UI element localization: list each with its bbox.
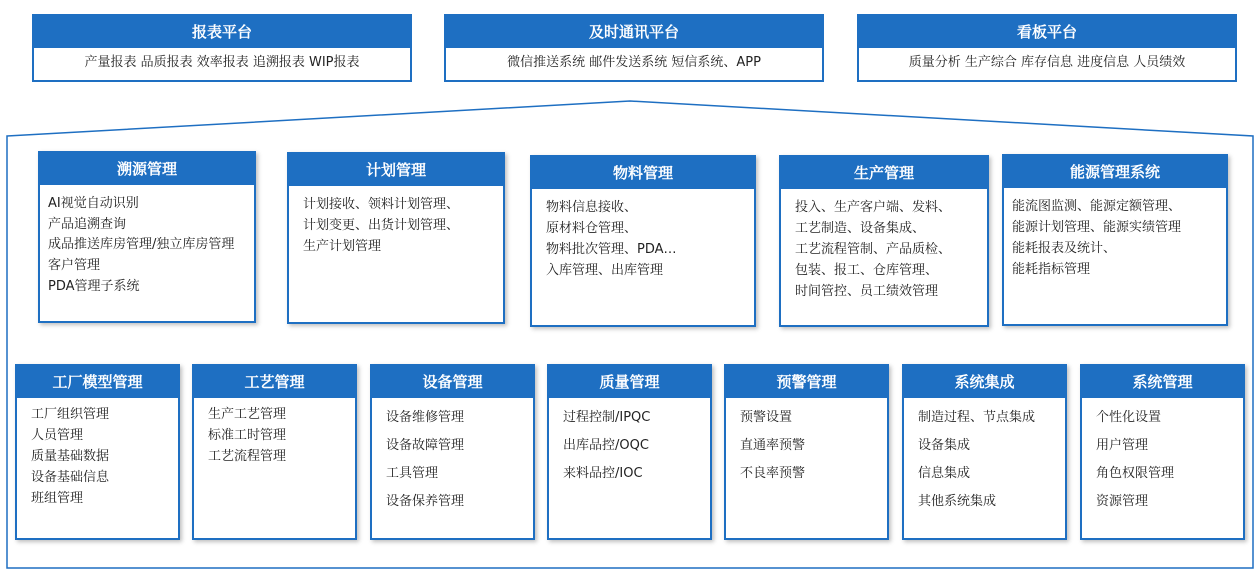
platform-dashboard (857, 14, 1237, 82)
module-item: 角色权限管理 (1096, 466, 1175, 481)
module-item: 能流图监测、能源定额管理、 (1012, 199, 1182, 214)
module-item: 用户管理 (1096, 438, 1149, 453)
module-item: 产品追溯查询 (48, 217, 127, 232)
platform-title: 报表平台 (34, 16, 410, 48)
module-materials (530, 155, 756, 327)
module-item: 工具管理 (386, 466, 439, 481)
module-title: 系统管理 (1082, 366, 1243, 398)
module-item: 成品推送库房管理/独立库房管理 (48, 237, 235, 252)
module-title: 能源管理系统 (1004, 156, 1226, 188)
module-item: 过程控制/IPQC (563, 410, 651, 425)
module-item: 计划接收、领料计划管理、 (303, 197, 460, 212)
module-title: 质量管理 (549, 366, 710, 398)
module-item: 资源管理 (1096, 494, 1149, 509)
module-title: 计划管理 (289, 154, 503, 186)
module-item: 包装、报工、仓库管理、 (795, 263, 939, 278)
platform-report (32, 14, 412, 82)
module-system-management (1080, 364, 1245, 540)
module-item: 物料批次管理、PDA… (546, 242, 677, 257)
platform-items: 微信推送系统 邮件发送系统 短信系统、APP (507, 55, 761, 70)
module-item: 能耗指标管理 (1012, 262, 1091, 277)
module-item: 生产计划管理 (303, 239, 382, 254)
module-title: 系统集成 (904, 366, 1065, 398)
module-item: 生产工艺管理 (208, 407, 287, 422)
module-process (192, 364, 357, 540)
module-item: 来料品控/IOC (563, 466, 643, 481)
platform-items: 质量分析 生产综合 库存信息 进度信息 人员绩效 (908, 55, 1186, 70)
module-factory-model (15, 364, 180, 540)
module-item: 不良率预警 (740, 466, 806, 481)
module-title: 物料管理 (532, 157, 754, 189)
module-item: 能源计划管理、能源实绩管理 (1012, 220, 1182, 235)
module-item: 计划变更、出货计划管理、 (303, 218, 460, 233)
module-item: 其他系统集成 (918, 494, 997, 509)
module-item: 信息集成 (918, 466, 971, 481)
module-item: 客户管理 (48, 258, 101, 273)
module-item: PDA管理子系统 (48, 279, 140, 294)
platform-messaging (444, 14, 824, 82)
module-item: 工厂组织管理 (31, 407, 110, 422)
module-item: 工艺流程管制、产品质检、 (795, 242, 952, 257)
module-energy (1002, 154, 1228, 326)
module-item: 投入、生产客户端、发料、 (795, 200, 952, 215)
module-alert (724, 364, 889, 540)
module-item: 直通率预警 (740, 438, 806, 453)
module-title: 工艺管理 (194, 366, 355, 398)
module-item: 出库品控/OQC (563, 438, 649, 453)
module-planning (287, 152, 505, 324)
module-title: 设备管理 (372, 366, 533, 398)
module-title: 生产管理 (781, 157, 987, 189)
module-item: 个性化设置 (1096, 410, 1162, 425)
module-system-integration (902, 364, 1067, 540)
platform-title: 及时通讯平台 (446, 16, 822, 48)
module-item: AI视觉自动识别 (48, 196, 139, 211)
module-item: 入库管理、出库管理 (546, 263, 664, 278)
module-item: 设备集成 (918, 438, 971, 453)
module-title: 预警管理 (726, 366, 887, 398)
module-item: 设备故障管理 (386, 438, 465, 453)
module-item: 班组管理 (31, 491, 84, 506)
module-item: 质量基础数据 (31, 449, 110, 464)
module-item: 工艺制造、设备集成、 (795, 221, 926, 236)
module-item: 设备维修管理 (386, 410, 465, 425)
module-item: 能耗报表及统计、 (1012, 241, 1117, 256)
module-item: 原材料仓管理、 (546, 221, 638, 236)
module-item: 工艺流程管理 (208, 449, 287, 464)
module-item: 预警设置 (740, 410, 793, 425)
module-production (779, 155, 989, 327)
platform-items: 产量报表 品质报表 效率报表 追溯报表 WIP报表 (84, 55, 360, 70)
module-item: 设备保养管理 (386, 494, 465, 509)
module-title: 工厂模型管理 (17, 366, 178, 398)
module-item: 标准工时管理 (208, 428, 287, 443)
module-quality (547, 364, 712, 540)
module-item: 制造过程、节点集成 (918, 410, 1036, 425)
module-title: 溯源管理 (40, 153, 254, 185)
platform-title: 看板平台 (859, 16, 1235, 48)
module-traceability (38, 151, 256, 323)
module-item: 物料信息接收、 (546, 200, 638, 215)
module-item: 人员管理 (31, 428, 84, 443)
module-equipment (370, 364, 535, 540)
module-item: 时间管控、员工绩效管理 (795, 284, 939, 299)
module-item: 设备基础信息 (31, 470, 110, 485)
